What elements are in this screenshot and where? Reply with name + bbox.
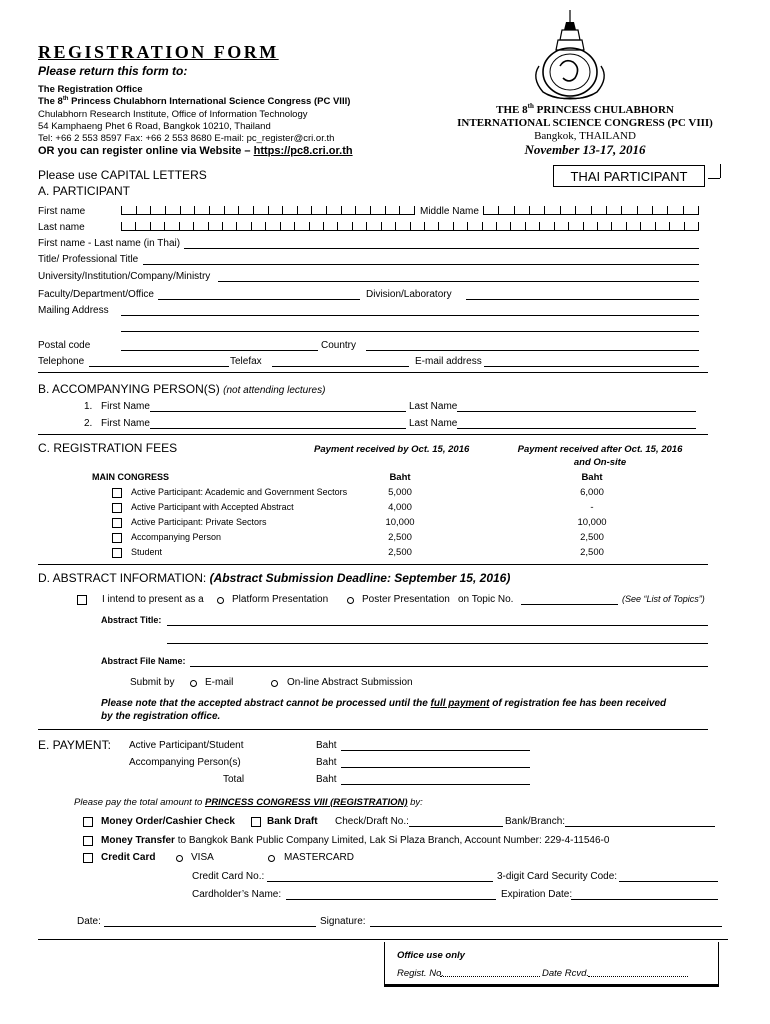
faculty-label: Faculty/Department/Office	[38, 289, 154, 300]
bank-branch-label: Bank/Branch:	[505, 816, 566, 827]
baht-header-late: Baht	[581, 472, 603, 483]
telefax-input[interactable]	[272, 366, 409, 367]
mastercard-label: MASTERCARD	[284, 852, 355, 863]
accomp-2-last-input[interactable]	[457, 428, 696, 429]
see-topics-note: (See “List of Topics”)	[622, 594, 705, 604]
fee-late-value: 10,000	[577, 517, 607, 528]
submit-online-label: On-line Abstract Submission	[287, 677, 413, 688]
fee-option-label: Active Participant: Private Sectors	[131, 517, 267, 527]
money-transfer-checkbox[interactable]	[83, 836, 93, 846]
address: 54 Kamphaeng Phet 6 Road, Bangkok 10210, Thailand	[38, 121, 271, 132]
fee-early-value: 2,500	[388, 547, 412, 558]
section-b-heading	[38, 382, 325, 396]
pay-pre: Please pay the total amount to	[74, 797, 205, 808]
institute: Chulabhorn Research Institute, Office of Information Technology	[38, 109, 308, 120]
title-label: Title/ Professional Title	[38, 254, 139, 265]
accomp-2-num: 2.	[84, 418, 93, 429]
telephone-input[interactable]	[89, 366, 229, 367]
pay-payee: PRINCESS CONGRESS VIII (REGISTRATION)	[204, 797, 408, 808]
mailing-label: Mailing Address	[38, 305, 109, 316]
section-b-note: (not attending lectures)	[223, 385, 326, 396]
congress-post: Princess Chulabhorn International Science Congress (PC VIII)	[68, 96, 351, 108]
platform-label: Platform Presentation	[232, 594, 329, 605]
fee-option-label: Active Participant with Accepted Abstract	[131, 502, 294, 512]
country-input[interactable]	[366, 350, 699, 351]
middle-name-input[interactable]	[483, 206, 699, 215]
fee-option-label: Active Participant: Academic and Government Sectors	[131, 487, 348, 497]
topic-input[interactable]	[521, 604, 618, 605]
fee-early-value: 2,500	[388, 532, 412, 543]
fee-early-value: 5,000	[388, 487, 412, 498]
fee-late-value: 2,500	[580, 547, 604, 558]
abstract-file-input[interactable]	[190, 666, 708, 667]
main-congress-label: MAIN CONGRESS	[92, 472, 170, 482]
title-input[interactable]	[143, 264, 699, 265]
accomp-1-last-label: Last Name	[409, 401, 458, 412]
baht-header-early: Baht	[389, 472, 411, 483]
date-rcvd-input[interactable]	[588, 976, 688, 977]
poster-label: Poster Presentation	[362, 594, 450, 605]
fee-late-value: -	[590, 502, 594, 513]
mailing-input-1[interactable]	[121, 315, 699, 316]
congress-logo	[525, 8, 615, 103]
email-label: E-mail address	[415, 356, 482, 367]
abstract-title-label: Abstract Title:	[101, 615, 162, 625]
money-order-checkbox[interactable]	[83, 817, 93, 827]
fee-option-label: Accompanying Person	[131, 532, 222, 542]
section-d-title: D. ABSTRACT INFORMATION:	[38, 571, 210, 585]
telephone-label: Telephone	[38, 356, 85, 367]
fee-option-checkbox[interactable]	[112, 503, 122, 513]
accomp-2-first-label: First Name	[101, 418, 150, 429]
middle-name-label: Middle Name	[420, 206, 479, 217]
pay-accomp-baht: Baht	[316, 757, 337, 768]
check-no-label: Check/Draft No.:	[335, 816, 409, 827]
office-name: The Registration Office	[38, 84, 143, 95]
pay-total-baht: Baht	[316, 774, 337, 785]
last-name-input[interactable]	[121, 222, 699, 231]
event-dates: November 13-17, 2016	[524, 142, 646, 157]
pay-accomp-input[interactable]	[341, 767, 530, 768]
abstract-note-pre: Please note that the accepted abstract cannot be processed until the	[101, 698, 431, 709]
submit-email-label: E-mail	[205, 677, 234, 688]
expiry-label: Expiration Date:	[501, 889, 573, 900]
submit-online-radio[interactable]	[271, 680, 278, 687]
fee-option-label: Student	[131, 547, 163, 557]
pay-total-label: Total	[223, 774, 245, 785]
abstract-note-post: of registration fee has been received	[489, 698, 667, 709]
section-a-heading: A. PARTICIPANT	[38, 184, 131, 198]
division-label: Division/Laboratory	[366, 289, 452, 300]
mastercard-radio[interactable]	[268, 855, 275, 862]
university-input[interactable]	[218, 281, 699, 282]
fee-early-value: 4,000	[388, 502, 412, 513]
country-label: Country	[321, 340, 357, 351]
divider-e	[38, 939, 728, 940]
money-transfer-label	[101, 835, 609, 846]
cardholder-input[interactable]	[286, 899, 496, 900]
faculty-input[interactable]	[158, 299, 360, 300]
divider-a	[38, 372, 708, 373]
website-link[interactable]: https://pc8.cri.or.th	[253, 145, 353, 157]
accomp-1-num: 1.	[84, 401, 93, 412]
participant-type: THAI PARTICIPANT	[570, 169, 688, 184]
check-no-input[interactable]	[409, 826, 503, 827]
pay-post: by:	[407, 797, 423, 808]
online-pre: OR you can register online via Website –	[38, 145, 254, 157]
capital-letters-note: Please use CAPITAL LETTERS	[38, 168, 207, 182]
congress-sup: th	[62, 96, 69, 102]
accomp-2-first-input[interactable]	[150, 428, 406, 429]
signature-input[interactable]	[370, 926, 722, 927]
pay-accomp-label: Accompanying Person(s)	[129, 757, 241, 768]
fee-option-checkbox[interactable]	[112, 548, 122, 558]
fee-col-late-2: and On-site	[573, 457, 627, 468]
abstract-title-input-1[interactable]	[167, 625, 708, 626]
intend-present-checkbox[interactable]	[77, 595, 87, 605]
card-no-label: Credit Card No.:	[192, 871, 265, 882]
divider-d	[38, 729, 708, 730]
pay-instruction	[74, 797, 423, 808]
pay-active-baht: Baht	[316, 740, 337, 751]
section-c-heading: C. REGISTRATION FEES	[38, 441, 178, 455]
return-instruction: Please return this form to:	[38, 64, 188, 78]
regist-no-input[interactable]	[440, 976, 540, 977]
bank-draft-checkbox[interactable]	[251, 817, 261, 827]
fee-col-late-1: Payment received after Oct. 15, 2016	[517, 444, 683, 455]
bank-draft-label: Bank Draft	[267, 816, 318, 827]
abstract-note-2: by the registration office.	[101, 711, 221, 722]
credit-card-checkbox[interactable]	[83, 853, 93, 863]
poster-radio[interactable]	[347, 597, 354, 604]
accomp-1-first-label: First Name	[101, 401, 150, 412]
pay-active-input[interactable]	[341, 750, 530, 751]
event-line2: INTERNATIONAL SCIENCE CONGRESS (PC VIII)	[457, 117, 713, 129]
postal-input[interactable]	[121, 350, 318, 351]
visa-radio[interactable]	[176, 855, 183, 862]
cardholder-label: Cardholder’s Name:	[192, 889, 282, 900]
event-pre: THE 8	[496, 103, 528, 116]
office-use-title: Office use only	[397, 950, 465, 961]
accomp-1-last-input[interactable]	[457, 411, 696, 412]
congress-pre: The 8	[38, 96, 63, 108]
intend-present-label: I intend to present as a	[102, 594, 204, 605]
fee-option-checkbox[interactable]	[112, 533, 122, 543]
divider-b	[38, 434, 708, 435]
accomp-1-first-input[interactable]	[150, 411, 406, 412]
bank-branch-input[interactable]	[565, 826, 715, 827]
event-post: PRINCESS CHULABHORN	[533, 103, 674, 116]
date-input[interactable]	[104, 926, 316, 927]
fee-option-checkbox[interactable]	[112, 518, 122, 528]
money-order-label: Money Order/Cashier Check	[101, 816, 235, 827]
regist-no-label: Regist. No.	[397, 968, 444, 979]
fee-late-value: 2,500	[580, 532, 604, 543]
fee-early-value: 10,000	[385, 517, 415, 528]
signature-label: Signature:	[320, 916, 366, 927]
card-no-input[interactable]	[267, 881, 493, 882]
expiry-input[interactable]	[571, 899, 718, 900]
section-e-heading: E. PAYMENT:	[38, 738, 111, 752]
fee-col-early: Payment received by Oct. 15, 2016	[314, 444, 470, 455]
email-input[interactable]	[484, 366, 699, 367]
abstract-file-label: Abstract File Name:	[101, 656, 186, 666]
credit-card-label: Credit Card	[101, 852, 156, 863]
event-location: Bangkok, THAILAND	[534, 130, 636, 142]
congress-name	[38, 96, 350, 107]
fee-late-value: 6,000	[580, 487, 604, 498]
mailing-input-2[interactable]	[121, 331, 699, 332]
division-input[interactable]	[466, 299, 699, 300]
date-rcvd-label: Date Rcvd.	[542, 968, 589, 979]
thai-name-input[interactable]	[184, 248, 699, 249]
money-transfer-title: Money Transfer	[101, 835, 175, 846]
section-d-heading	[38, 571, 510, 585]
first-name-label: First name	[38, 206, 86, 217]
postal-label: Postal code	[38, 340, 91, 351]
last-name-label: Last name	[38, 222, 85, 233]
security-code-label: 3-digit Card Security Code:	[497, 871, 618, 882]
abstract-note-1	[101, 698, 666, 709]
office-use-box	[384, 942, 719, 987]
divider-c	[38, 564, 708, 565]
pay-total-input[interactable]	[341, 784, 530, 785]
contact-info: Tel: +66 2 553 8597 Fax: +66 2 553 8680 E-mail: pc_register@cri.or.th	[38, 133, 335, 144]
section-b-title: B. ACCOMPANYING PERSON(S)	[38, 382, 220, 396]
date-label: Date:	[77, 916, 101, 927]
telefax-label: Telefax	[230, 356, 262, 367]
abstract-title-input-2[interactable]	[167, 643, 708, 644]
online-registration	[38, 145, 353, 157]
event-sup: th	[527, 102, 534, 110]
submit-by-label: Submit by	[130, 677, 175, 688]
event-line1	[430, 102, 740, 116]
money-transfer-details: to Bangkok Bank Public Company Limited, Lak Si Plaza Branch, Account Number: 229-4-11546-0	[174, 835, 610, 846]
thai-name-label: First name - Last name (in Thai)	[38, 238, 181, 249]
accomp-2-last-label: Last Name	[409, 418, 458, 429]
university-label: University/Institution/Company/Ministry	[38, 271, 211, 282]
visa-label: VISA	[191, 852, 214, 863]
abstract-deadline: (Abstract Submission Deadline: September 15, 2016)	[209, 571, 511, 585]
topic-label: on Topic No.	[458, 594, 514, 605]
pay-active-label: Active Participant/Student	[129, 740, 244, 751]
first-name-input[interactable]	[121, 206, 415, 215]
security-code-input[interactable]	[619, 881, 718, 882]
abstract-note-u: full payment	[430, 698, 490, 709]
form-title: REGISTRATION FORM	[38, 42, 279, 62]
submit-email-radio[interactable]	[190, 680, 197, 687]
platform-radio[interactable]	[217, 597, 224, 604]
fee-option-checkbox[interactable]	[112, 488, 122, 498]
